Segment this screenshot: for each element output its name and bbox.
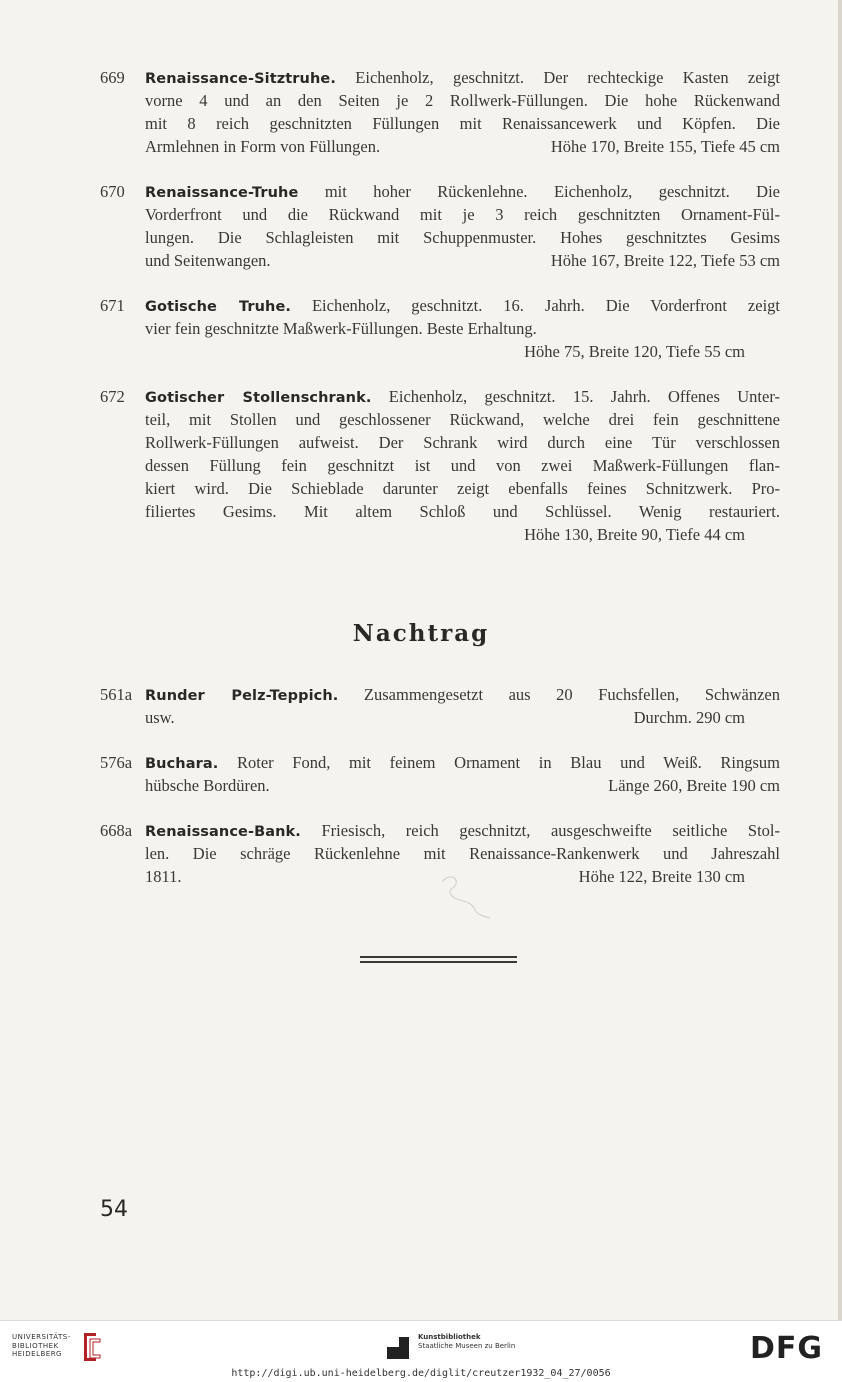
entry-body xyxy=(145,180,780,272)
line-text: Roter Fond, mit feinem Ornament in Blau und Weiß. Ringsum xyxy=(218,753,780,772)
line-text: Zusammengesetzt aus 20 Fuchsfellen, Schwänzen xyxy=(338,685,780,704)
dimensions: Höhe 130, Breite 90, Tiefe 44 cm xyxy=(524,525,745,544)
catalog-entry xyxy=(0,180,842,272)
catalog-entry xyxy=(0,819,842,888)
dfg-logo: DFG xyxy=(750,1331,824,1366)
kunstbibliothek-label xyxy=(418,1333,515,1351)
line-text: Armlehnen in Form von Füllungen. xyxy=(145,137,381,156)
entry-number: 668a xyxy=(100,821,133,840)
entry-body xyxy=(145,294,780,363)
line-text: filiertes Gesims. Mit altem Schloß und Schlüssel. Wenig restauriert. xyxy=(145,502,780,521)
entry-title: Gotische Truhe. xyxy=(145,299,291,315)
pencil-mark-icon xyxy=(430,866,500,926)
uni-line: HEIDELBERG xyxy=(12,1350,62,1358)
entry-body xyxy=(145,751,780,797)
line-text: teil, mit Stollen und geschlossener Rückwand, welche drei fein geschnittene xyxy=(145,410,780,429)
catalog-entry xyxy=(0,751,842,797)
entry-title: Renaissance-Bank. xyxy=(145,824,301,840)
entry-line xyxy=(145,683,780,706)
entry-number: 672 xyxy=(100,387,125,406)
entry-line xyxy=(145,112,780,135)
dimensions: Durchm. 290 cm xyxy=(633,708,745,727)
kunstbibliothek-logo-icon xyxy=(385,1335,411,1361)
dimensions: Höhe 122, Breite 130 cm xyxy=(578,867,745,886)
entry-line xyxy=(145,706,745,729)
line-text: Eichenholz, geschnitzt. Der rechteckige Kasten zeigt xyxy=(335,68,780,87)
line-text: vier fein geschnitzte Maßwerk-Füllungen. Beste Erhaltung. xyxy=(145,319,537,338)
page-number: 54 xyxy=(100,1197,128,1222)
entry-body xyxy=(145,66,780,158)
catalog-entries xyxy=(0,66,842,568)
entry-line xyxy=(145,477,780,500)
double-rule-top xyxy=(360,956,517,958)
catalog-entry xyxy=(0,66,842,158)
entry-number: 670 xyxy=(100,182,125,201)
entry-number: 669 xyxy=(100,68,125,87)
entry-title: Renaissance-Sitztruhe. xyxy=(145,71,336,87)
line-text: Eichenholz, geschnitzt. 15. Jahrh. Offenes Unter- xyxy=(371,387,780,406)
entry-line xyxy=(145,523,745,546)
catalog-entry xyxy=(0,294,842,363)
entry-line xyxy=(145,454,780,477)
line-text: 1811. xyxy=(145,867,182,886)
entry-line xyxy=(145,408,780,431)
line-text: mit 8 reich geschnitzten Füllungen mit Renaissancewerk und Köpfen. Die xyxy=(145,114,780,133)
line-text: Vorderfront und die Rückwand mit je 3 reich geschnitzten Ornament-Fül- xyxy=(145,205,780,224)
entry-line xyxy=(145,842,780,865)
line-text: Rollwerk-Füllungen aufweist. Der Schrank wird durch eine Tür verschlossen xyxy=(145,433,780,452)
catalog-entry xyxy=(0,683,842,729)
line-text: kiert wird. Die Schieblade darunter zeigt ebenfalls feines Schnitzwerk. Pro- xyxy=(145,479,780,498)
entry-number: 671 xyxy=(100,296,125,315)
entry-line xyxy=(145,431,780,454)
line-text: hübsche Bordüren. xyxy=(145,776,270,795)
entry-body xyxy=(145,683,780,729)
line-text: Eichenholz, geschnitzt. 16. Jahrh. Die Vorderfront zeigt xyxy=(291,296,780,315)
source-url[interactable]: http://digi.ub.uni-heidelberg.de/diglit/creutzer1932_04_27/0056 xyxy=(231,1368,611,1379)
dimensions: Höhe 170, Breite 155, Tiefe 45 cm xyxy=(550,137,780,156)
viewer-footer xyxy=(0,1320,842,1382)
entry-title: Renaissance-Truhe xyxy=(145,185,299,201)
line-text: dessen Füllung fein geschnitzt ist und von zwei Maßwerk-Füllungen flan- xyxy=(145,456,780,475)
dimensions: Höhe 75, Breite 120, Tiefe 55 cm xyxy=(524,342,745,361)
dimensions: Länge 260, Breite 190 cm xyxy=(608,776,780,795)
line-text: usw. xyxy=(145,708,175,727)
entry-line xyxy=(145,385,780,408)
entry-line xyxy=(145,294,780,317)
catalog-entry xyxy=(0,385,842,546)
entry-line xyxy=(145,500,780,523)
double-rule-bottom xyxy=(360,961,517,963)
entry-line xyxy=(145,819,780,842)
entry-number: 561a xyxy=(100,685,133,704)
dimensions: Höhe 167, Breite 122, Tiefe 53 cm xyxy=(550,251,780,270)
kb-subtitle: Staatliche Museen zu Berlin xyxy=(418,1342,516,1350)
entry-title: Gotischer Stollenschrank. xyxy=(145,390,372,406)
uni-line: UNIVERSITÄTS- xyxy=(12,1333,71,1341)
entry-line xyxy=(145,751,780,774)
entry-line xyxy=(145,317,780,340)
entry-title: Runder Pelz-Teppich. xyxy=(145,688,339,704)
entry-title: Buchara. xyxy=(145,756,219,772)
heidelberg-logo-icon xyxy=(78,1331,102,1363)
entry-line xyxy=(145,180,780,203)
line-text: vorne 4 und an den Seiten je 2 Rollwerk-Füllungen. Die hohe Rückenwand xyxy=(145,91,780,110)
entry-line xyxy=(145,340,745,363)
line-text: Friesisch, reich geschnitzt, ausgeschweifte seitliche Stol- xyxy=(300,821,780,840)
university-library-label xyxy=(12,1333,71,1359)
entry-line xyxy=(145,226,780,249)
entry-line xyxy=(145,249,780,272)
line-text: und Seitenwangen. xyxy=(145,251,271,270)
entry-line xyxy=(145,774,780,797)
entry-body xyxy=(145,385,780,546)
supplement-entries xyxy=(0,683,842,910)
uni-line: BIBLIOTHEK xyxy=(12,1341,59,1350)
section-heading: Nachtrag xyxy=(352,620,490,647)
entry-number: 576a xyxy=(100,753,133,772)
line-text: len. Die schräge Rückenlehne mit Renaissance-Rankenwerk und Jahreszahl xyxy=(145,844,780,863)
entry-line xyxy=(145,203,780,226)
entry-line xyxy=(145,66,780,89)
kb-title: Kunstbibliothek xyxy=(418,1333,481,1341)
line-text: mit hoher Rückenlehne. Eichenholz, geschnitzt. Die xyxy=(298,182,780,201)
line-text: lungen. Die Schlagleisten mit Schuppenmuster. Hohes geschnitztes Gesims xyxy=(145,228,780,247)
entry-line xyxy=(145,89,780,112)
entry-line xyxy=(145,135,780,158)
